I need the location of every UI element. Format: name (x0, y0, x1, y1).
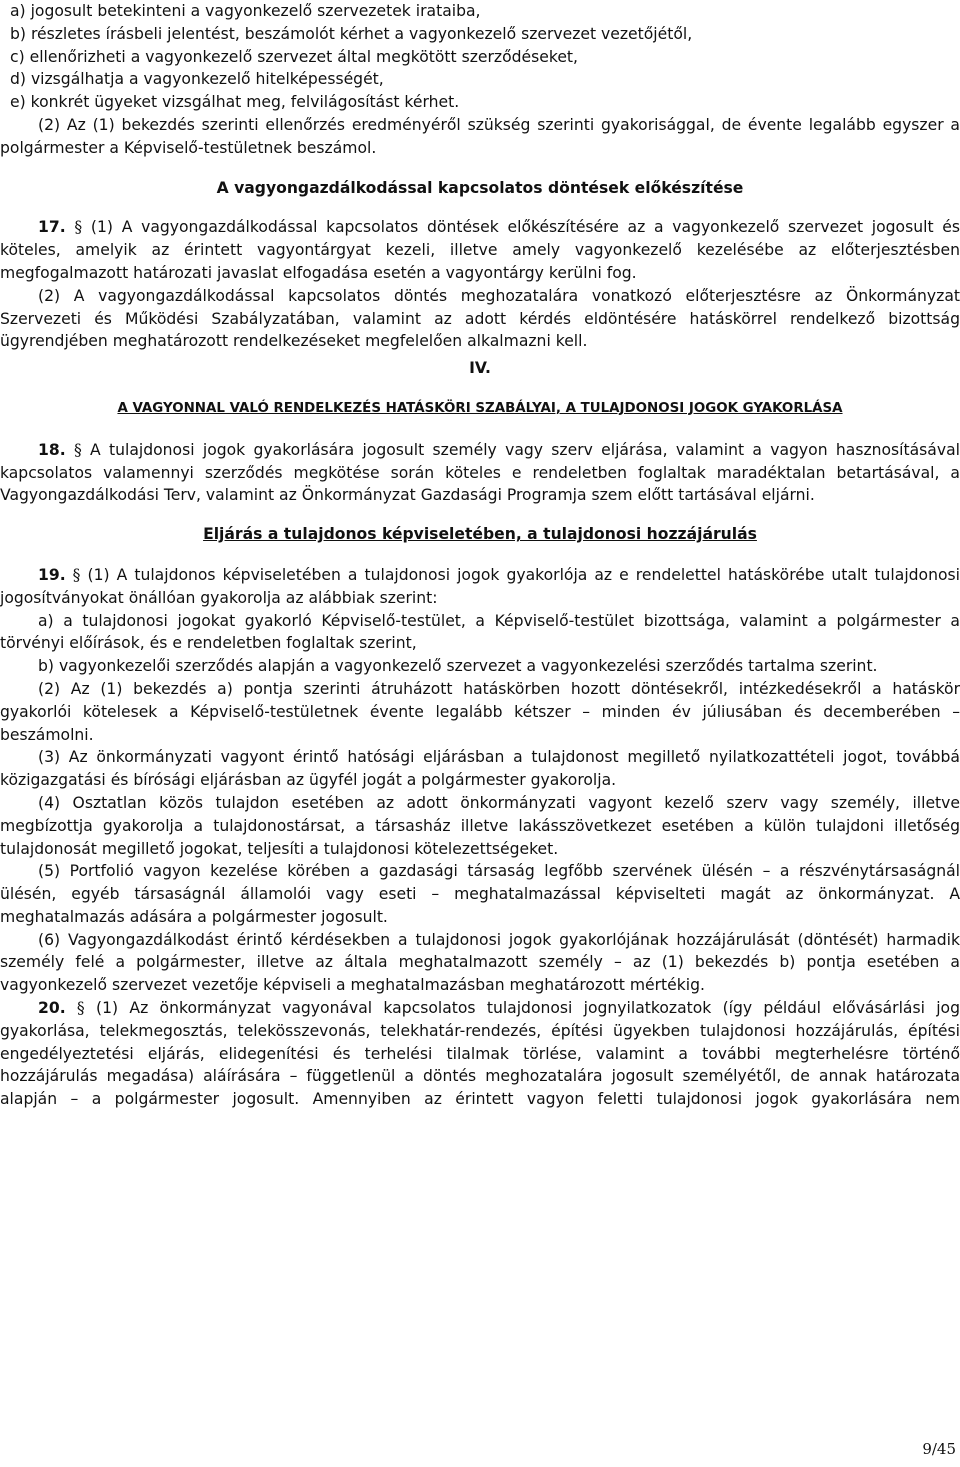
paragraph-text: (1) A vagyongazdálkodással kapcsolatos döntések előkészítésére az a vagyonkezelő szervezet jogosult és köteles, amelyik az érintett vagyontárgyat kezeli, illetve amely vagyonkezelő kezelésébe az előterjesztésben megfogalmazott határozati javaslat elfogadása esetén a vagyontárgy kerülni fog. (0, 218, 960, 282)
list-item: a) jogosult betekinteni a vagyonkezelő szervezetek irataiba, (10, 2, 481, 20)
list-item: b) részletes írásbeli jelentést, beszámolót kérhet a vagyonkezelő szervezet vezetőjétől, (10, 24, 693, 43)
section-sign: § (73, 440, 82, 459)
section-19-paragraph-2: (2) Az (1) bekezdés a) pontja szerinti átruházott hatáskörben hozott döntésekről, intézkedésekről a hatáskör gyakorlói kötelesek a Képviselő-testületnek évente legalább kétszer – minden év júliusában és decemberében – beszámolni. (0, 679, 960, 744)
section-19-paragraph-6: (6) Vagyongazdálkodást érintő kérdésekben a tulajdonosi jogok gyakorlójának hozzájárulását (döntését) harmadik személy felé a polgármester, illetve az általa meghatalmazott személy – az (1) bekezdés b) pontja esetében a vagyonkezelő szervezet vezetője képviseli a meghatalmazásban meghatározott mértékig. (0, 930, 960, 995)
section-19-point-b: b) vagyonkezelői szerződés alapján a vagyonkezelő szervezet a vagyonkezelési szerződés tartalma szerint. (38, 657, 878, 676)
section-heading-text: Eljárás a tulajdonos képviseletében, a tulajdonosi hozzájárulás (203, 525, 757, 544)
section-17-paragraph-2: (2) A vagyongazdálkodással kapcsolatos döntés meghozatalára vonatkozó előterjesztésre az Önkormányzat Szervezeti és Működési Szabályzatában, valamint az adott kérdés eldöntésére hatáskörrel rendelkező bizottság ügyrendjében meghatározott rendelkezéseket megfelelően alkalmazni kell. (0, 286, 960, 351)
list-item: e) konkrét ügyeket vizsgálhat meg, felvilágosítást kérhet. (10, 93, 460, 112)
section-19-paragraph-3: (3) Az önkormányzati vagyont érintő hatósági eljárásban a tulajdonost megillető nyilatkozattételi jogot, továbbá közigazgatási és bírósági eljárásban az ügyfél jogát a polgármester gyakorolja. (0, 748, 960, 790)
list-item: c) ellenőrizheti a vagyonkezelő szervezet által megkötött szerződéseket, (10, 47, 578, 66)
section-19-paragraph-5: (5) Portfolió vagyon kezelése körében a gazdasági társaság legfőbb szervének ülésén – a részvénytársaságnál ülésén, egyéb társaságnál államolói vagy eseti – meghatalmazással képviselteti magát az önkormányzat. A meghatalmazás adására a polgármester jogosult. (0, 862, 960, 926)
chapter-title-text: A VAGYONNAL VALÓ RENDELKEZÉS HATÁSKÖRI SZABÁLYAI, A TULAJDONOSI JOGOK GYAKORLÁSA (117, 400, 843, 416)
section-20-paragraph-1 (0, 997, 960, 1111)
section-19-paragraph-1 (0, 564, 960, 610)
section-18-paragraph-1 (0, 439, 960, 507)
section-sign: § (72, 565, 81, 584)
paragraph-text: (1) Az önkormányzat vagyonával kapcsolatos tulajdonosi jognyilatkozatok (így például elővásárlási jog gyakorlása, telekmegosztás, telekösszevonás, telekhatár-rendezés, építési ügyekben tulajdonosi hozzájárulás, építési engedélyeztetési eljárás, elidegenítési és terhelési tilalmak törlése, valamint a további megterhelésre történő hozzájárulás megadása) aláírására – függetlenül a döntés meghozatalára jogosult személyétől, de annak határozata alapján – a polgármester jogosult. Amennyiben az érintett vagyon feletti tulajdonosi jogok gyakorlására nem (0, 999, 960, 1109)
chapter-number: IV. (469, 359, 491, 378)
section-number: 17. (38, 218, 66, 237)
list-item: d) vizsgálhatja a vagyonkezelő hitelképességét, (10, 70, 384, 89)
section-number: 18. (38, 440, 66, 459)
section-sign: § (74, 218, 83, 237)
section-19-paragraph-4: (4) Osztatlan közös tulajdon esetében az adott önkormányzati vagyont kezelő szerv vagy személy, illetve megbízottja gyakorolja a tulajdonostársat, a társasház illetve lakásszövetkezet esetében a külön tulajdoni illetőség tulajdonosát megillető jogokat, teljesíti a tulajdonosi kötelezettségeket. (0, 793, 960, 858)
section-19-point-a: a) a tulajdonosi jogokat gyakorló Képviselő-testület, a Képviselő-testület bizottsága, valamint a polgármester a törvényi előírások, és e rendeletben foglaltak szerint, (0, 611, 960, 653)
paragraph-text: (1) A tulajdonos képviseletében a tulajdonosi jogok gyakorlója az e rendelettel hatáskörébe utalt tulajdonosi jogosítványokat önállóan gyakorolja az alábbiak szerint: (0, 565, 960, 607)
section-heading (0, 523, 960, 546)
section-17-paragraph-1 (0, 216, 960, 284)
page-number: 9/45 (922, 1440, 956, 1459)
paragraph-ellenorzes-2: (2) Az (1) bekezdés szerinti ellenőrzés eredményéről szükség szerinti gyakorisággal, de évente legalább egyszer a polgármester a Képviselő-testületnek beszámol. (0, 115, 960, 157)
section-number: 19. (38, 565, 66, 584)
chapter-title (0, 398, 960, 421)
section-sign: § (76, 999, 85, 1018)
section-heading: A vagyongazdálkodással kapcsolatos döntések előkészítése (216, 178, 744, 197)
section-number: 20. (38, 999, 66, 1018)
paragraph-text: A tulajdonosi jogok gyakorlására jogosult személy vagy szerv eljárása, valamint a vagyon hasznosításával kapcsolatos valamennyi szerződés megkötése során köteles e rendeletben foglaltak maradéktalan betartásával, a Vagyongazdálkodási Terv, valamint az Önkormányzat Gazdasági Programja szem előtt tartásával eljárni. (0, 440, 960, 505)
